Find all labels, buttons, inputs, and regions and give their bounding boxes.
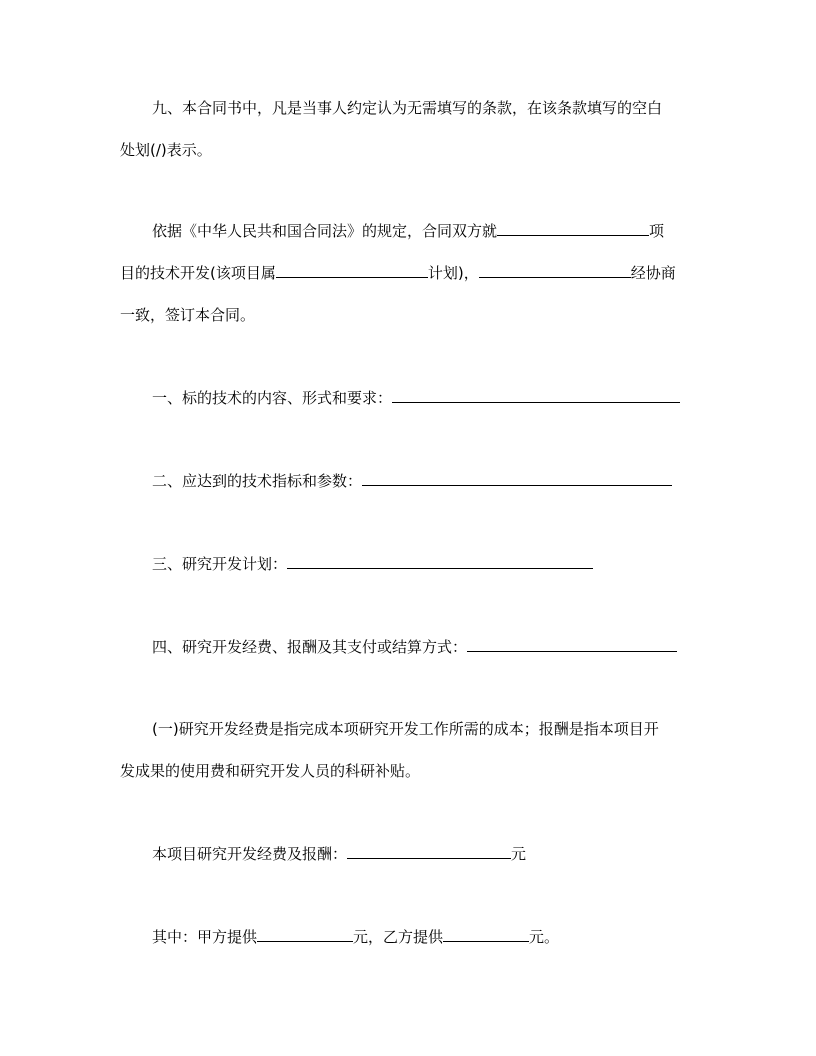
clause-nine-line1: 九、本合同书中，凡是当事人约定认为无需填写的条款，在该条款填写的空白 (152, 99, 663, 117)
split-text-a: 其中：甲方提供 (152, 928, 258, 946)
intro-text-d: 计划)， (427, 264, 479, 282)
fee-label: 本项目研究开发经费及报酬： (152, 845, 348, 863)
party-blank[interactable] (479, 263, 631, 278)
section-two (152, 471, 672, 491)
intro-text-b: 项 (649, 222, 665, 240)
section-two-blank[interactable] (362, 471, 672, 486)
subclause-one-line1: (一)研究开发经费是指完成本项研究开发工作所需的成本；报酬是指本项目开 (152, 720, 659, 738)
split-text-c: 元。 (529, 928, 560, 946)
party-a-amount-blank[interactable] (257, 927, 353, 942)
intro-text-e: 经协商 (630, 264, 676, 282)
section-one-label: 一、标的技术的内容、形式和要求： (152, 389, 393, 407)
intro-line1 (152, 221, 664, 241)
clause-nine-line2: 处划(/)表示。 (120, 141, 212, 159)
section-three-label: 三、研究开发计划： (152, 555, 288, 573)
intro-line3: 一致，签订本合同。 (120, 306, 256, 324)
fee-amount-blank[interactable] (347, 844, 511, 859)
fee-line (152, 844, 526, 864)
section-one-blank[interactable] (392, 388, 680, 403)
intro-text-c: 目的技术开发(该项目属 (120, 264, 276, 282)
section-four-label: 四、研究开发经费、报酬及其支付或结算方式： (152, 638, 468, 656)
section-three (152, 554, 593, 574)
section-four (152, 637, 677, 657)
party-b-amount-blank[interactable] (443, 927, 529, 942)
section-two-label: 二、应达到的技术指标和参数： (152, 472, 363, 490)
intro-line2 (120, 263, 676, 283)
subclause-one-line2: 发成果的使用费和研究开发人员的科研补贴。 (120, 762, 421, 780)
split-line (152, 927, 559, 947)
section-four-blank[interactable] (467, 637, 677, 652)
project-name-blank[interactable] (497, 221, 649, 236)
fee-unit: 元 (511, 845, 527, 863)
intro-text-a: 依据《中华人民共和国合同法》的规定，合同双方就 (152, 222, 498, 240)
section-three-blank[interactable] (287, 554, 593, 569)
plan-type-blank[interactable] (276, 263, 428, 278)
split-text-b: 元，乙方提供 (353, 928, 444, 946)
section-one (152, 388, 680, 408)
